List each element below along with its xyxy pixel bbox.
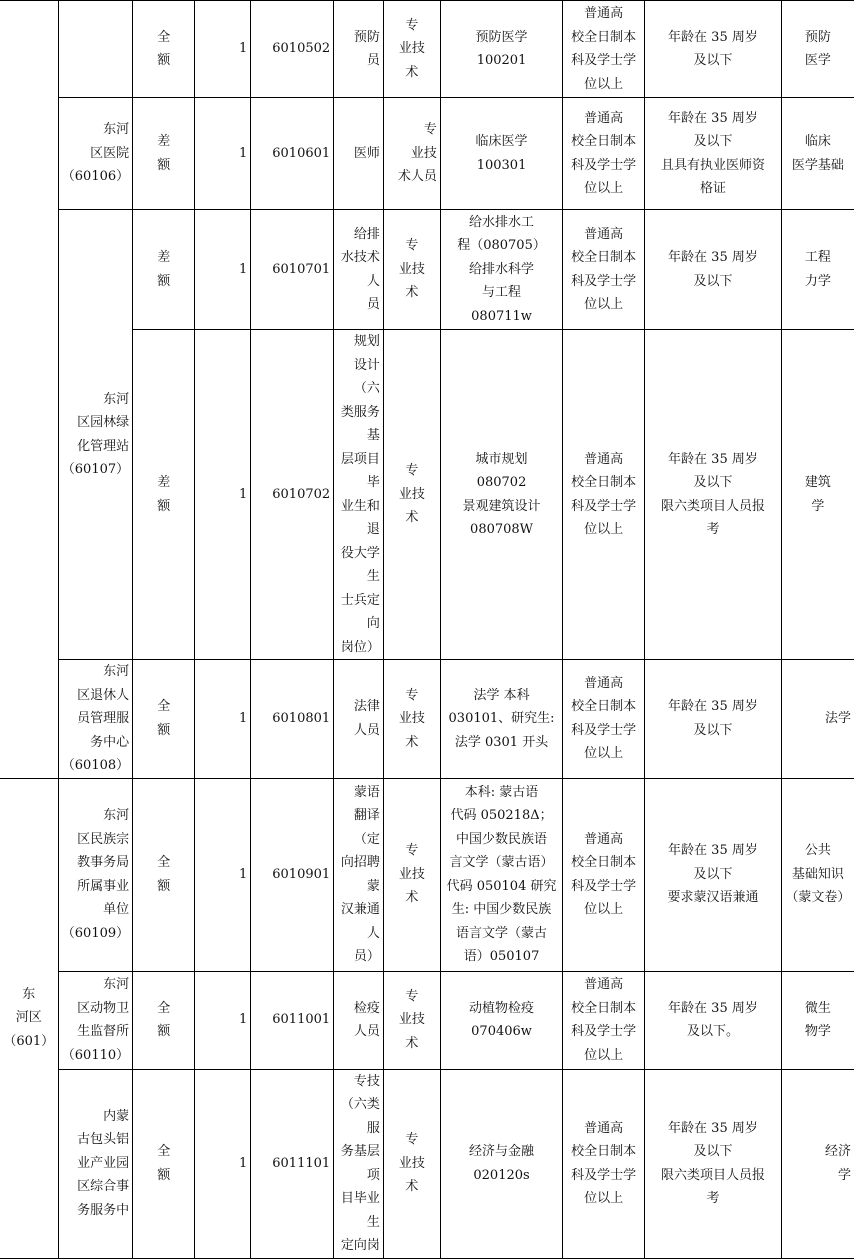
education-cell: 普通高 校全日制本 科及学士学 位以上 [563,1,645,98]
code-cell: 6010502 [251,1,334,98]
funding-cell: 差 额 [133,98,195,210]
category-cell: 专 业技 术人员 [383,98,440,210]
other-cell: 年龄在 35 周岁 及以下 要求蒙汉语兼通 [645,778,782,971]
code-cell: 6011001 [251,971,334,1069]
table-row [0,778,854,971]
table-row [0,660,854,779]
table-row [0,971,854,1069]
category-cell: 专 业技 术 [383,330,440,660]
education-cell: 普通高 校全日制本 科及学士学 位以上 [563,210,645,330]
count-cell: 1 [195,98,251,210]
exam-cell: 预防 医学 [781,1,854,98]
category-cell: 专 业技 术 [383,971,440,1069]
position-cell: 规划 设计（六 类服务基 层项目毕 业生和退 役大学生 士兵定向 岗位） [334,330,384,660]
position-cell: 法律 人员 [334,660,384,779]
table-row [0,210,854,330]
count-cell: 1 [195,1069,251,1258]
exam-cell: 经济 学 [781,1069,854,1258]
funding-cell: 全 额 [133,660,195,779]
education-cell: 普通高 校全日制本 科及学士学 位以上 [563,778,645,971]
count-cell: 1 [195,660,251,779]
other-cell: 年龄在 35 周岁 及以下 限六类项目人员报 考 [645,330,782,660]
exam-cell: 法学 [781,660,854,779]
unit-cell [58,1,133,98]
major-cell: 动植物检疫 070406w [440,971,562,1069]
code-cell: 6010601 [251,98,334,210]
code-cell: 6010901 [251,778,334,971]
major-cell: 法学 本科 030101、研究生: 法学 0301 开头 [440,660,562,779]
other-cell: 年龄在 35 周岁 及以下。 [645,971,782,1069]
education-cell: 普通高 校全日制本 科及学士学 位以上 [563,971,645,1069]
major-cell: 城市规划 080702 景观建筑设计 080708W [440,330,562,660]
exam-cell: 公共 基础知识 （蒙文卷） [781,778,854,971]
major-cell: 本科: 蒙古语 代码 050218Δ； 中国少数民族语 言文学（蒙古语） 代码 050104 研究 生: 中国少数民族 语言文学（蒙古 语）050107 [440,778,562,971]
category-cell: 专 业技 术 [383,1,440,98]
major-cell: 临床医学 100301 [440,98,562,210]
position-cell: 医师 [334,98,384,210]
unit-cell: 东河 区退休人 员管理服 务中心 （60108） [58,660,133,779]
count-cell: 1 [195,971,251,1069]
count-cell: 1 [195,330,251,660]
exam-cell: 工程 力学 [781,210,854,330]
exam-cell: 建筑 学 [781,330,854,660]
other-cell: 年龄在 35 周岁 及以下 限六类项目人员报 考 [645,1069,782,1258]
position-cell: 检疫 人员 [334,971,384,1069]
education-cell: 普通高 校全日制本 科及学士学 位以上 [563,330,645,660]
unit-cell: 东河 区民族宗 教事务局 所属事业 单位 （60109） [58,778,133,971]
other-cell: 年龄在 35 周岁 及以下 [645,210,782,330]
count-cell: 1 [195,210,251,330]
exam-cell: 微生 物学 [781,971,854,1069]
table-row [0,1,854,98]
funding-cell: 差 额 [133,210,195,330]
other-cell: 年龄在 35 周岁 及以下 [645,1,782,98]
district-cell: 东 河区 （601） [0,778,58,1258]
position-cell: 给排 水技术人 员 [334,210,384,330]
major-cell: 给水排水工 程（080705） 给排水科学 与工程 080711w [440,210,562,330]
other-cell: 年龄在 35 周岁 及以下 且具有执业医师资 格证 [645,98,782,210]
funding-cell: 全 额 [133,1,195,98]
funding-cell: 全 额 [133,1069,195,1258]
table-row [0,1069,854,1258]
category-cell: 专 业技 术 [383,1069,440,1258]
category-cell: 专 业技 术 [383,660,440,779]
district-cell-upper [0,1,58,779]
count-cell: 1 [195,1,251,98]
education-cell: 普通高 校全日制本 科及学士学 位以上 [563,98,645,210]
position-cell: 蒙语 翻译（定 向招聘蒙 汉兼通人 员） [334,778,384,971]
other-cell: 年龄在 35 周岁 及以下 [645,660,782,779]
category-cell: 专 业技 术 [383,210,440,330]
position-cell: 专技 （六类服 务基层项 目毕业生 定向岗 [334,1069,384,1258]
code-cell: 6010701 [251,210,334,330]
exam-cell: 临床 医学基础 [781,98,854,210]
unit-cell: 东河 区医院 （60106） [58,98,133,210]
education-cell: 普通高 校全日制本 科及学士学 位以上 [563,660,645,779]
count-cell: 1 [195,778,251,971]
table-row [0,98,854,210]
code-cell: 6010801 [251,660,334,779]
major-cell: 预防医学 100201 [440,1,562,98]
funding-cell: 全 额 [133,778,195,971]
major-cell: 经济与金融 020120s [440,1069,562,1258]
position-cell: 预防 员 [334,1,384,98]
funding-cell: 差 额 [133,330,195,660]
category-cell: 专 业技 术 [383,778,440,971]
education-cell: 普通高 校全日制本 科及学士学 位以上 [563,1069,645,1258]
unit-cell: 东河 区动物卫 生监督所 （60110） [58,971,133,1069]
unit-cell: 内蒙 古包头铝 业产业园 区综合事 务服务中 [58,1069,133,1258]
code-cell: 6010702 [251,330,334,660]
code-cell: 6011101 [251,1069,334,1258]
funding-cell: 全 额 [133,971,195,1069]
unit-cell: 东河 区园林绿 化管理站 （60107） [58,210,133,660]
